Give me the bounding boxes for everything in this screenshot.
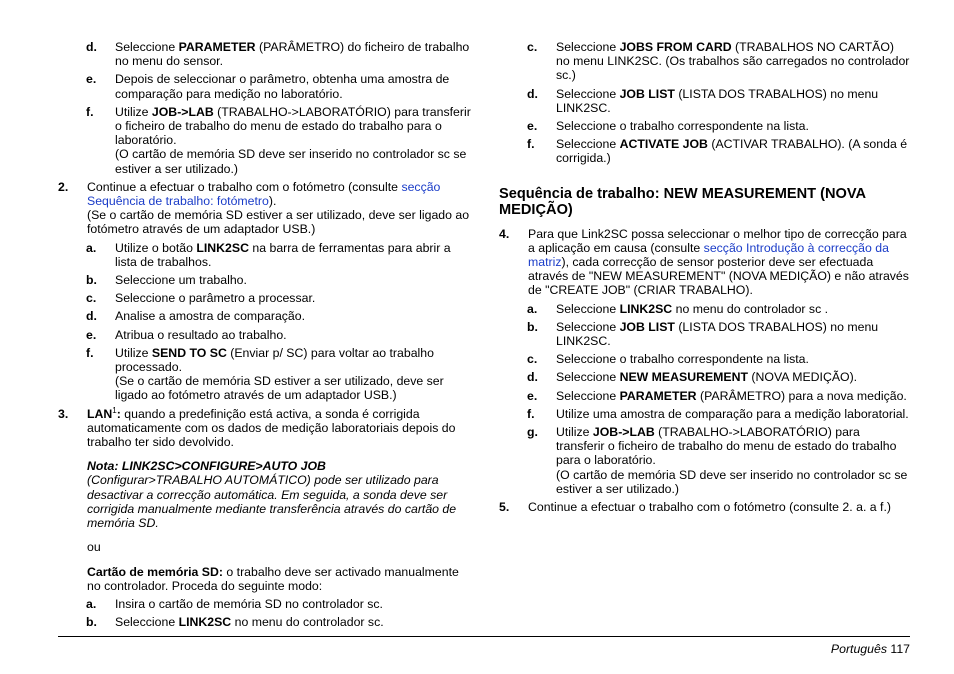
text-run: Seleccione um trabalho. [115,273,247,288]
right-list-bottom [499,227,911,515]
text-run: (Se o cartão de memória SD estiver a ser utilizado, deve ser ligado ao fotómetro através de um adaptador USB.) [87,208,470,237]
list-marker: c. [527,352,538,367]
list-item [58,241,474,269]
list-marker: 2. [58,179,69,194]
list-marker: d. [86,309,97,324]
text-run: 1 [112,405,117,415]
list-marker: 3. [58,406,69,421]
text-run: JOB LIST [619,319,675,334]
list-item [499,389,911,403]
footer-language: Português [830,642,887,656]
list-marker: b. [527,319,538,334]
list-marker: 4. [499,226,510,241]
text-run: Depois de seleccionar o parâmetro, obtenha uma amostra de comparação para medição no laboratório. [115,72,450,101]
text-run: (O cartão de memória SD deve ser inserido no controlador sc se estiver a ser utilizado.) [115,147,467,176]
list-marker: f. [527,137,535,152]
list-marker: g. [527,425,538,440]
text-run: no menu do controlador sc. [231,615,384,630]
list-item [58,291,474,305]
list-item [499,407,911,421]
list-item [499,119,911,133]
text-run: (TRABALHOS NO CARTÃO) no menu LINK2SC. (Os trabalhos são carregados no controlador sc.) [556,40,910,83]
text-run: Nota: LINK2SC>CONFIGURE>AUTO JOB [87,459,326,474]
text-run: LINK2SC [619,301,673,316]
list-marker: e. [86,72,97,87]
page-number: 117 [890,642,910,656]
list-item [58,180,474,237]
list-marker: f. [86,345,94,360]
text-run: Utilize uma amostra de comparação para a medição laboratorial. [556,406,909,421]
text-run: LAN [87,406,113,421]
page-footer [831,642,910,656]
paragraph [58,540,474,554]
text-run: Seleccione [556,86,620,101]
list-marker: e. [527,119,538,134]
list-item [58,309,474,323]
list-item [499,137,911,165]
list-marker: b. [86,273,97,288]
text-run: Continue a efectuar o trabalho com o fotómetro (consulte 2. a. a f.) [528,500,891,515]
cross-reference-link[interactable]: secção Introdução à correcção da matriz [528,240,889,270]
cross-reference-link[interactable]: secção Sequência de trabalho: fotómetro [87,179,441,209]
right-column [499,40,911,518]
text-run: (PARÂMETRO) do ficheiro de trabalho no menu do sensor. [115,40,470,69]
list-item [58,105,474,176]
list-item [58,40,474,68]
text-run: na barra de ferramentas para abrir a lista de trabalhos. [115,240,451,269]
text-run: Seleccione o trabalho correspondente na lista. [556,352,809,367]
text-run: Para que Link2SC possa seleccionar o melhor tipo de correcção para a aplicação em causa (consulte [528,226,907,255]
text-run: Utilize o botão [115,240,197,255]
list-item [58,328,474,342]
list-item [58,615,474,629]
text-run: Continue a efectuar o trabalho com o fotómetro (consulte [87,179,402,194]
text-run: Seleccione [556,319,620,334]
list-item [58,273,474,287]
text-run: Utilize [556,425,593,440]
list-marker: e. [86,327,97,342]
left-column [58,40,474,633]
text-run: Analise a amostra de comparação. [115,309,306,324]
list-marker: 5. [499,500,510,515]
section-heading: Sequência de trabalho: NEW MEASUREMENT (NOVA MEDIÇÃO) [499,185,866,219]
text-run: Seleccione [556,301,620,316]
list-item [499,425,911,496]
text-run: ou [87,540,101,555]
text-run: LINK2SC [196,240,249,255]
list-marker: c. [86,291,97,306]
text-run: NEW MEASUREMENT [619,370,749,385]
text-run: Seleccione [115,40,179,54]
list-marker: d. [527,370,538,385]
text-run: (Configurar>TRABALHO AUTOMÁTICO) pode ser utilizado para desactivar a correcção automática. Em seguida, a sonda deve ser corrigida manualmente mediante transferência através do cartão de memória SD. [87,473,457,531]
list-marker: f. [86,104,94,119]
text-run: (LISTA DOS TRABALHOS) no menu LINK2SC. [556,86,879,115]
text-run: (TRABALHO->LABORATÓRIO) para transferir o ficheiro de trabalho do menu de estado do trabalho para o laboratório. [556,425,897,468]
text-run: (ACTIVAR TRABALHO). (A sonda é corrigida.) [556,137,908,166]
list-marker: a. [86,596,97,611]
list-marker: f. [527,406,535,421]
list-item [499,302,911,316]
list-item [58,597,474,611]
text-run: (O cartão de memória SD deve ser inserido no controlador sc se estiver a ser utilizado.) [556,467,908,496]
text-run: quando a predefinição está activa, a sonda é corrigida automaticamente com os dados de medição laboratoriais depois do trabalho ter sido devolvido. [87,406,456,450]
text-run: LINK2SC [178,615,232,630]
text-run: JOBS FROM CARD [619,40,732,54]
text-run: Utilize [115,345,152,360]
text-run: (Se o cartão de memória SD estiver a ser utilizado, deve ser ligado ao fotómetro através de um adaptador USB.) [115,374,444,403]
text-run: PARAMETER [178,40,256,54]
text-run: (LISTA DOS TRABALHOS) no menu LINK2SC. [556,319,879,349]
list-item [499,500,911,514]
text-run: (Enviar p/ SC) para voltar ao trabalho processado. [115,345,434,375]
text-run: Seleccione o parâmetro a processar. [115,291,316,306]
right-list-top [499,40,911,166]
text-run: (NOVA MEDIÇÃO). [748,370,858,385]
paragraph [58,565,474,593]
list-marker: d. [527,86,538,101]
text-run: (PARÂMETRO) para a nova medição. [696,388,907,403]
text-run: JOB->LAB [592,425,655,440]
text-run: Seleccione o trabalho correspondente na lista. [556,119,809,134]
list-marker: a. [527,301,538,316]
list-item [499,227,911,298]
text-run: o trabalho deve ser activado manualmente no controlador. Proceda do seguinte modo: [87,564,459,593]
text-run: Atribua o resultado ao trabalho. [115,327,287,342]
list-item [499,370,911,384]
text-run: Insira o cartão de memória SD no controlador sc. [115,596,383,611]
text-run: Seleccione [115,615,179,630]
text-run: JOB->LAB [151,104,214,119]
list-item [499,320,911,348]
text-run: Seleccione [556,137,620,152]
list-marker: e. [527,388,538,403]
list-item [499,87,911,115]
text-run: ACTIVATE JOB [619,137,708,152]
text-run: ), cada correcção de sensor posterior deve ser efectuada através de "NEW MEASUREMENT" (NOVA MEDIÇÃO) e não através de "CREATE JOB" (CRIAR TRABALHO). [528,255,909,298]
list-item [58,346,474,403]
list-marker: c. [527,40,538,54]
text-run: no menu do controlador sc . [672,301,829,316]
paragraph [58,459,474,530]
list-item [58,407,474,450]
list-item [499,352,911,366]
text-run: Seleccione [556,40,620,54]
list-marker: b. [86,615,97,630]
text-run: SEND TO SC [151,345,227,360]
footer-divider [58,636,910,637]
text-run: Cartão de memória SD: [87,564,223,579]
text-run: Utilize [115,104,152,119]
list-item [499,40,911,83]
text-run: JOB LIST [619,86,675,101]
text-run: Seleccione [556,388,620,403]
list-marker: d. [86,40,97,54]
text-run: ). [268,194,277,209]
text-run: Seleccione [556,370,620,385]
list-item [58,72,474,100]
text-run: PARAMETER [619,388,697,403]
text-run: : [116,406,121,421]
list-marker: a. [86,240,97,255]
text-run: (TRABALHO->LABORATÓRIO) para transferir o ficheiro de trabalho do menu de estado do trabalho para o laboratório. [115,104,471,148]
